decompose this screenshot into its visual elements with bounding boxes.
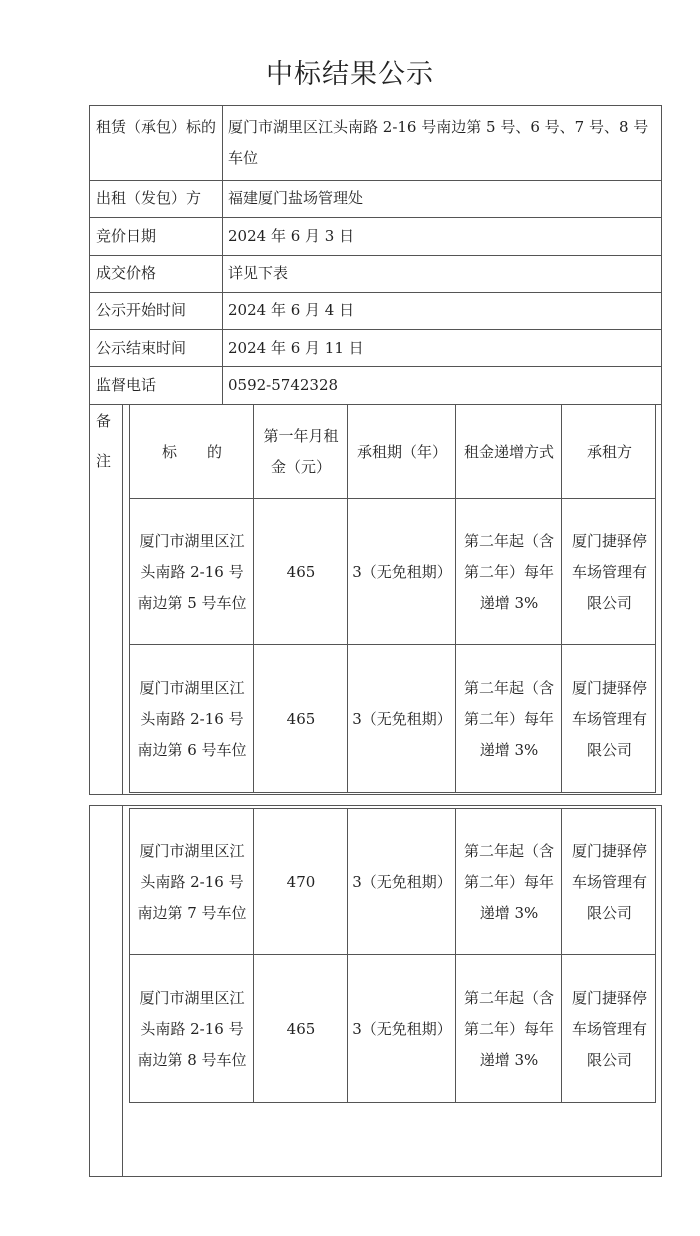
row-divider bbox=[89, 366, 662, 367]
row-divider bbox=[129, 498, 656, 499]
row-divider bbox=[89, 180, 662, 181]
row-lessee: 厦门捷驿停车场管理有限公司 bbox=[571, 531, 647, 612]
row-subject: 厦门市湖里区江头南路 2-16 号南边第 7 号车位 bbox=[137, 841, 247, 922]
lessor-label: 出租（发包）方 bbox=[96, 189, 202, 207]
col-divider bbox=[455, 808, 456, 1103]
row-divider bbox=[129, 644, 656, 645]
phone-value: 0592-5742328 bbox=[228, 376, 339, 394]
row-divider bbox=[89, 255, 662, 256]
row-lessee: 厦门捷驿停车场管理有限公司 bbox=[571, 841, 647, 922]
row-increase: 第二年起（含第二年）每年递增 3% bbox=[463, 531, 554, 612]
remarks-label-char: 备 bbox=[96, 412, 112, 430]
remarks-divider bbox=[122, 805, 123, 1177]
page-title: 中标结果公示 bbox=[266, 59, 434, 90]
row-rent: 470 bbox=[286, 872, 316, 891]
start-label: 公示开始时间 bbox=[96, 301, 187, 319]
col-divider bbox=[561, 808, 562, 1103]
bid-date-value: 2024 年 6 月 3 日 bbox=[228, 227, 355, 245]
row-divider bbox=[89, 217, 662, 218]
header-term: 承租期（年） bbox=[356, 442, 447, 461]
lessor-value: 福建厦门盐场管理处 bbox=[228, 189, 364, 207]
results-table bbox=[129, 404, 656, 793]
end-value: 2024 年 6 月 11 日 bbox=[228, 339, 364, 357]
col-divider bbox=[347, 808, 348, 1103]
col-divider bbox=[253, 808, 254, 1103]
col-divider bbox=[455, 404, 456, 793]
row-term: 3（无免租期） bbox=[352, 872, 452, 891]
row-increase: 第二年起（含第二年）每年递增 3% bbox=[463, 841, 554, 922]
header-subject: 标 的 bbox=[161, 442, 222, 461]
phone-label: 监督电话 bbox=[96, 376, 157, 394]
price-value: 详见下表 bbox=[228, 264, 289, 282]
row-term: 3（无免租期） bbox=[352, 562, 452, 581]
header-increase: 租金递增方式 bbox=[463, 442, 554, 461]
start-value: 2024 年 6 月 4 日 bbox=[228, 301, 355, 319]
row-divider bbox=[89, 292, 662, 293]
row-term: 3（无免租期） bbox=[352, 1019, 452, 1038]
row-increase: 第二年起（含第二年）每年递增 3% bbox=[463, 988, 554, 1069]
row-term: 3（无免租期） bbox=[352, 709, 452, 728]
subject-value: 厦门市湖里区江头南路 2-16 号南边第 5 号、6 号、7 号、8 号车位 bbox=[228, 118, 649, 167]
header-rent: 第一年月租金（元） bbox=[263, 427, 339, 476]
end-label: 公示结束时间 bbox=[96, 339, 187, 357]
subject-label: 租赁（承包）标的 bbox=[96, 118, 217, 136]
results-table-continued bbox=[129, 808, 656, 1103]
col-divider bbox=[253, 404, 254, 793]
row-subject: 厦门市湖里区江头南路 2-16 号南边第 8 号车位 bbox=[137, 988, 247, 1069]
row-rent: 465 bbox=[286, 709, 316, 728]
row-lessee: 厦门捷驿停车场管理有限公司 bbox=[571, 678, 647, 759]
row-subject: 厦门市湖里区江头南路 2-16 号南边第 6 号车位 bbox=[137, 678, 247, 759]
row-lessee: 厦门捷驿停车场管理有限公司 bbox=[571, 988, 647, 1069]
col-divider bbox=[561, 404, 562, 793]
col-divider bbox=[347, 404, 348, 793]
header-lessee: 承租方 bbox=[586, 442, 632, 461]
row-rent: 465 bbox=[286, 1019, 316, 1038]
remarks-label-char: 注 bbox=[96, 452, 112, 470]
row-subject: 厦门市湖里区江头南路 2-16 号南边第 5 号车位 bbox=[137, 531, 247, 612]
row-divider bbox=[89, 329, 662, 330]
bid-date-label: 竞价日期 bbox=[96, 227, 157, 245]
row-divider bbox=[129, 954, 656, 955]
row-rent: 465 bbox=[286, 562, 316, 581]
row-increase: 第二年起（含第二年）每年递增 3% bbox=[463, 678, 554, 759]
remarks-divider bbox=[122, 404, 123, 795]
price-label: 成交价格 bbox=[96, 264, 157, 282]
